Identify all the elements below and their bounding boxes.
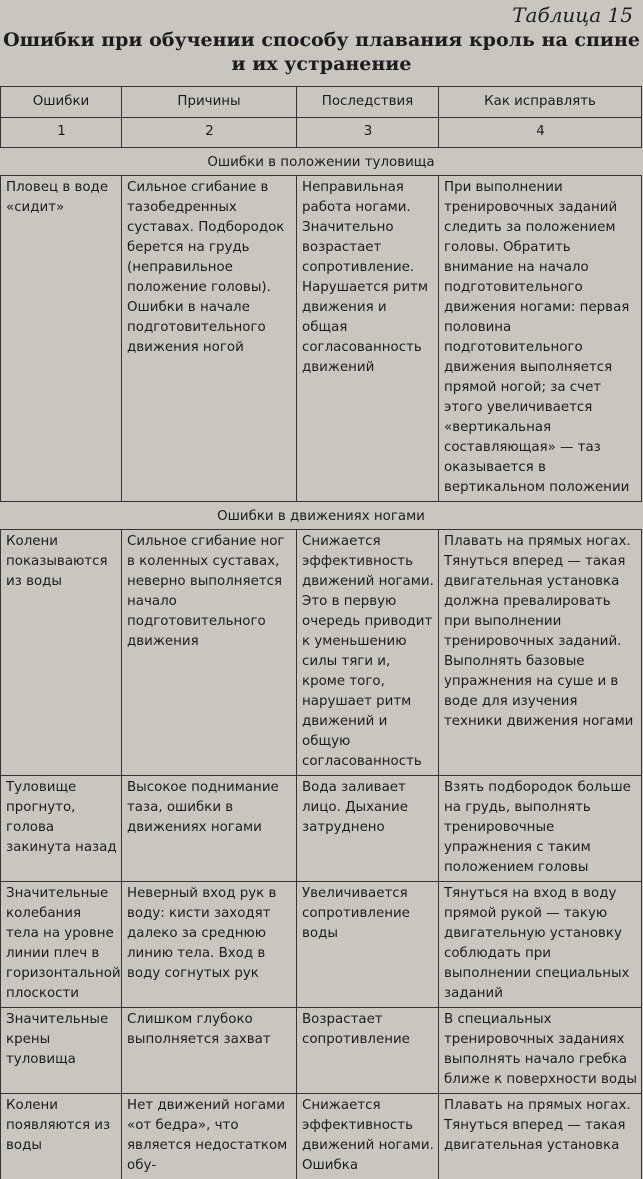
column-number: 2 bbox=[122, 118, 297, 148]
fix-cell: Плавать на прямых ногах. Тянуться вперед — такая двигательная установка должна превалировать при выполнении тренировочных заданий. Выполнять базовые упражнения на суше и в воде для изучения техники движения ногами bbox=[439, 530, 642, 776]
table-row bbox=[1, 776, 642, 882]
error-cell: Колени показываются из воды bbox=[1, 530, 122, 776]
consequence-cell: Неправильная работа ногами. Значительно возрастает сопротивление. Нарушается ритм движения и общая согласованность движений bbox=[297, 176, 439, 502]
section-row bbox=[1, 502, 642, 530]
cause-cell: Нет движений ногами «от бедра», что является недостатком обу- bbox=[122, 1094, 297, 1179]
section-title-torso: Ошибки в положении туловища bbox=[1, 148, 642, 176]
table-title-line-2: и их устранение bbox=[0, 52, 643, 76]
table-row bbox=[1, 882, 642, 1008]
column-header-fix: Как исправлять bbox=[439, 87, 642, 118]
cause-cell: Слишком глубоко выполняется захват bbox=[122, 1008, 297, 1094]
cause-cell: Высокое поднимание таза, ошибки в движениях ногами bbox=[122, 776, 297, 882]
error-cell: Туловище прогнуто, голова закинута назад bbox=[1, 776, 122, 882]
section-row bbox=[1, 148, 642, 176]
column-number-row bbox=[1, 118, 642, 148]
fix-cell: Тянуться на вход в воду прямой рукой — такую двигательную установку соблюдать при выполнении специальных заданий bbox=[439, 882, 642, 1008]
fix-cell: При выполнении тренировочных заданий следить за положением головы. Обратить внимание на начало подготовительного движения ногами: первая половина подготовительного движения выполняется прямой ногой; за счет этого увеличивается «вертикальная составляющая» — таз оказывается в вертикальном положении bbox=[439, 176, 642, 502]
errors-table bbox=[0, 86, 642, 1179]
cause-cell: Неверный вход рук в воду: кисти заходят далеко за среднюю линию тела. Вход в воду согнутых рук bbox=[122, 882, 297, 1008]
consequence-cell: Снижается эффективность движений ногами. Ошибка bbox=[297, 1094, 439, 1179]
header-row bbox=[1, 87, 642, 118]
table-row bbox=[1, 1094, 642, 1179]
cause-cell: Сильное сгибание в тазобедренных суставах. Подбородок берется на грудь (неправильное положение головы). Ошибки в начале подготовительного движения ногой bbox=[122, 176, 297, 502]
column-header-consequences: Последствия bbox=[297, 87, 439, 118]
fix-cell: В специальных тренировочных заданиях выполнять начало гребка ближе к поверхности воды bbox=[439, 1008, 642, 1094]
fix-cell: Плавать на прямых ногах. Тянуться вперед — такая двигательная установка bbox=[439, 1094, 642, 1179]
table-number-label: Таблица 15 bbox=[512, 3, 633, 27]
consequence-cell: Вода заливает лицо. Дыхание затруднено bbox=[297, 776, 439, 882]
column-number: 1 bbox=[1, 118, 122, 148]
table-row bbox=[1, 1008, 642, 1094]
column-header-errors: Ошибки bbox=[1, 87, 122, 118]
consequence-cell: Возрастает сопротивление bbox=[297, 1008, 439, 1094]
error-cell: Значительные колебания тела на уровне линии плеч в горизонтальной плоскости bbox=[1, 882, 122, 1008]
column-number: 3 bbox=[297, 118, 439, 148]
error-cell: Значительные крены туловища bbox=[1, 1008, 122, 1094]
column-header-causes: Причины bbox=[122, 87, 297, 118]
table-title-line-1: Ошибки при обучении способу плавания кроль на спине bbox=[0, 28, 643, 52]
cause-cell: Сильное сгибание ног в коленных суставах, неверно выполняется начало подготовительного движения bbox=[122, 530, 297, 776]
column-number: 4 bbox=[439, 118, 642, 148]
consequence-cell: Увеличивается сопротивление воды bbox=[297, 882, 439, 1008]
error-cell: Колени появляются из воды bbox=[1, 1094, 122, 1179]
fix-cell: Взять подбородок больше на грудь, выполнять тренировочные упражнения с таким положением головы bbox=[439, 776, 642, 882]
error-cell: Пловец в воде «сидит» bbox=[1, 176, 122, 502]
table-row bbox=[1, 530, 642, 776]
consequence-cell: Снижается эффективность движений ногами. Это в первую очередь приводит к уменьшению силы тяги и, кроме того, нарушает ритм движений и общую согласованность bbox=[297, 530, 439, 776]
table-row bbox=[1, 176, 642, 502]
section-title-legs: Ошибки в движениях ногами bbox=[1, 502, 642, 530]
